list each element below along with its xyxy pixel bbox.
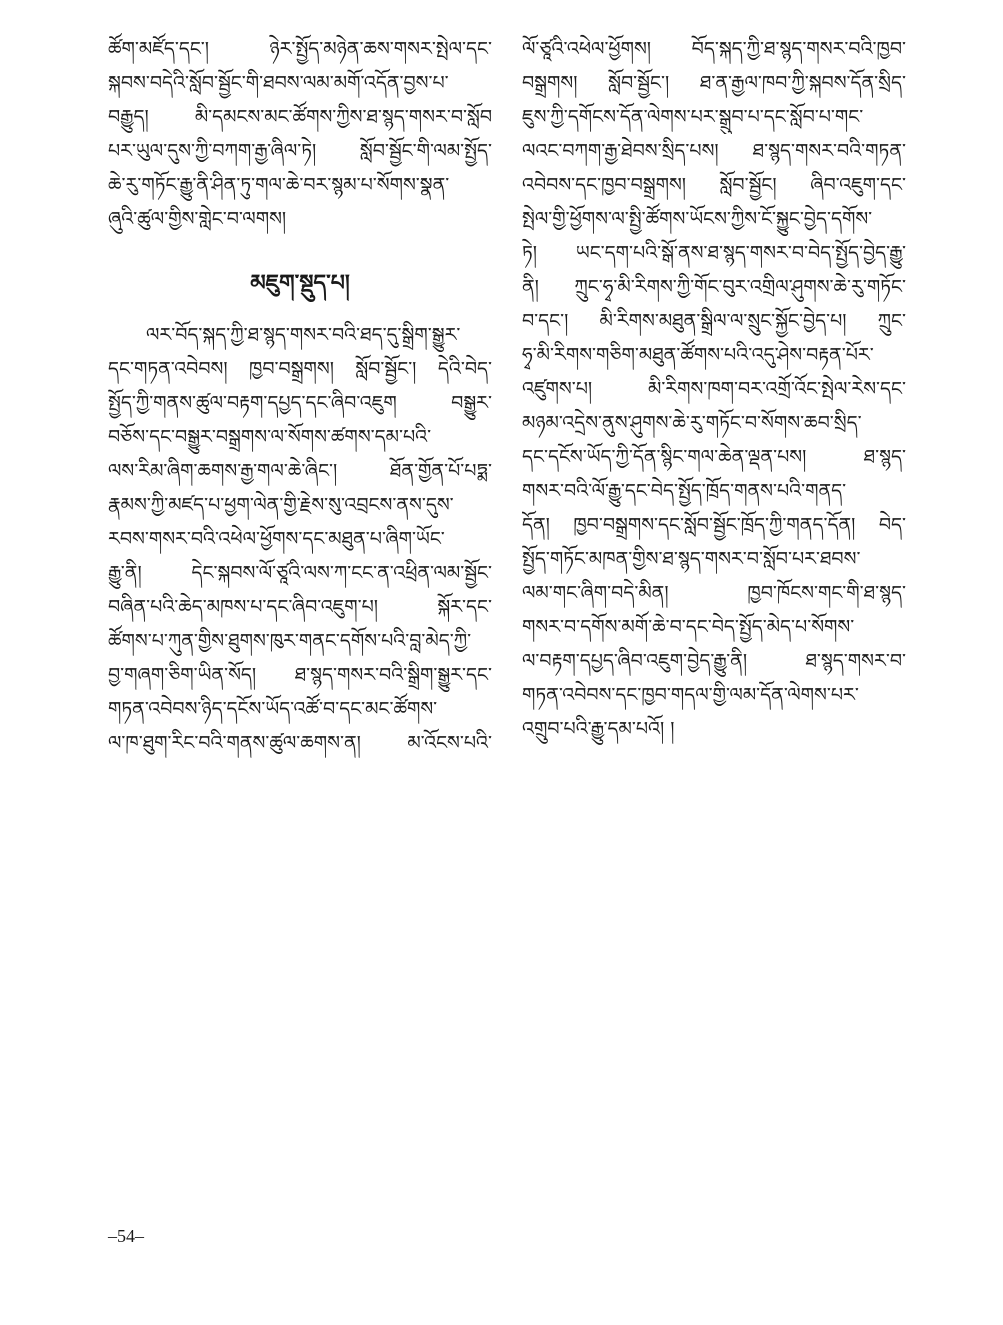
text-line: སྤེལ་གྱི་ཕྱོགས་ལ་སྤྱི་ཚོགས་ཡོངས་ཀྱིས་ངོ་སྐྱུང་བྱེད་དགོས་ — [522, 208, 873, 230]
text-line: ལའང་བཀག་རྒྱ་ཐེབས་སྲིད་པས། ཐ་སྙད་གསར་བའི་གཏན་ — [522, 140, 906, 162]
text-line: ཧྭ་མི་རིགས་གཅིག་མཐུན་ཚོགས་པའི་འདུ་ཤེས་བརྟན་པོར་ — [522, 344, 874, 366]
text-line: འཛུགས་པ། མི་རིགས་ཁག་བར་འགྲོ་འོང་སྤེལ་རེས་དང་ — [522, 378, 906, 400]
text-line: གཏན་འབེབས་ཉིད་དངོས་ཡོད་འཚོ་བ་དང་མང་ཚོགས་ — [108, 698, 438, 720]
text-line: གསར་བའི་ལོ་རྒྱུ་དང་བེད་སྤྱོད་ཁྲོད་གནས་པའི་གནད་ — [522, 480, 847, 502]
text-line: སྤྱོད་གཏོང་མཁན་གྱིས་ཐ་སྙད་གསར་བ་སློབ་པར་ཐབས་ — [522, 548, 861, 570]
text-line: ཇུས་ཀྱི་དགོངས་དོན་ལེགས་པར་སྒྲུབ་པ་དང་སློབ་པ་གང་ — [522, 106, 864, 128]
text-line: བཅོས་དང་བསྒྱུར་བསྒྲགས་ལ་སོགས་ཚགས་དམ་པའི་ — [108, 426, 432, 448]
text-line: མཉམ་འདྲེས་ནུས་ཤུགས་ཆེ་རུ་གཏོང་བ་སོགས་ཆབ་སྲིད་ — [522, 412, 862, 434]
text-line: རྣམས་ཀྱི་མཛད་པ་ཕྱག་ལེན་གྱི་རྗེས་སུ་འབྲངས་ནས་དུས་ — [108, 494, 454, 516]
text-line: བརྒྱུད། མི་དམངས་མང་ཚོགས་ཀྱིས་ཐ་སྙད་གསར་བ་སློབ — [108, 106, 492, 128]
text-line: བ་དང་། མི་རིགས་མཐུན་སྒྲིལ་ལ་སྲུང་སྐྱོང་བྱེད་པ། ཀྲུང་ — [522, 310, 906, 332]
text-line: སྤྱོད་ཀྱི་གནས་ཚུལ་བརྟག་དཔྱད་དང་ཞིབ་འཇུག བསྒྱུར་ — [108, 392, 492, 414]
text-line: རབས་གསར་བའི་འཕེལ་ཕྱོགས་དང་མཐུན་པ་ཞིག་ཡོང་ — [108, 528, 445, 550]
text-line: དང་གཏན་འབེབས། ཁྱབ་བསྒྲགས། སློབ་སྦྱོང་། དེའི་བེད་ — [108, 358, 492, 380]
text-line: དང་དངོས་ཡོད་ཀྱི་དོན་སྙིང་གལ་ཆེན་ལྡན་པས། ཐ་སྙད་ — [522, 446, 906, 468]
text-line: ལར་བོད་སྐད་ཀྱི་ཐ་སྙད་གསར་བའི་ཐད་དུ་སྒྲིག་སྒྱུར་ — [146, 324, 461, 346]
text-line: འགྲུབ་པའི་རྒྱུ་དམ་པའོ། ། — [522, 718, 675, 740]
left-column — [108, 32, 492, 760]
section-heading: མཇུག་སྡུད་པ། — [250, 270, 350, 296]
text-line: ལ་བརྟག་དཔྱད་ཞིབ་འཇུག་བྱེད་རྒྱུ་ནི། ཐ་སྙད་གསར་བ་ — [522, 650, 906, 672]
text-line: བསྒྲགས། སློབ་སྦྱོང་། ཐ་ན་རྒྱལ་ཁབ་ཀྱི་སྐབས་དོན་སྲིད་ — [522, 72, 906, 94]
text-line: གཏན་འབེབས་དང་ཁྱབ་གདལ་གྱི་ལམ་དོན་ལེགས་པར་ — [522, 684, 859, 706]
left-paragraph-2 — [108, 318, 492, 760]
text-line: འབེབས་དང་ཁྱབ་བསྒྲགས། སློབ་སྦྱོང། ཞིབ་འཇུག་དང་ — [522, 174, 906, 196]
text-line: ཞུའི་ཚུལ་གྱིས་གླེང་བ་ལགས། — [108, 208, 287, 230]
text-line: ལམ་གང་ཞིག་བདེ་མིན། ཁྱབ་ཁོངས་གང་གི་ཐ་སྙད་ — [522, 582, 906, 604]
text-line: རྒྱུ་ནི། དེང་སྐབས་ལོ་ཙཱའི་ལས་ཀ་ངང་ན་འཕྲིན་ལམ་སྦྱོང་ — [108, 562, 492, 584]
text-line: ནི། ཀྲུང་ཧྭ་མི་རིགས་ཀྱི་གོང་བུར་འགྲིལ་ཤུགས་ཆེ་རུ་གཏོང་ — [522, 276, 906, 298]
text-line: དོན། ཁྱབ་བསྒྲགས་དང་སློབ་སྦྱོང་ཁྲོད་ཀྱི་གནད་དོན། བེད་ — [522, 514, 906, 536]
text-line: ལོ་ཙཱའི་འཕེལ་ཕྱོགས། བོད་སྐད་ཀྱི་ཐ་སྙད་གསར་བའི་ཁྱབ་ — [522, 38, 906, 60]
text-line: བྱ་གཞག་ཅིག་ཡིན་སོད། ཐ་སྙད་གསར་བའི་སྒྲིག་སྒྱུར་དང་ — [108, 664, 492, 686]
left-paragraph-1 — [108, 32, 492, 236]
text-line: བཞིན་པའི་ཆེད་མཁས་པ་དང་ཞིབ་འཇུག་པ། སྐོར་དང་ — [108, 596, 492, 618]
text-line: ཆེ་རུ་གཏོང་རྒྱུ་ནི་ཤིན་ཏུ་གལ་ཆེ་བར་སྙམ་པ་སོགས་སྣན་ — [108, 174, 450, 196]
text-line: ཚོགས་པ་ཀུན་གྱིས་ཐུགས་ཁུར་གནང་དགོས་པའི་བླ་མེད་ཀྱི་ — [108, 630, 472, 652]
right-column — [522, 32, 906, 746]
text-line: སྐབས་བདེའི་སློབ་སྦྱོང་གི་ཐབས་ལམ་མགོ་འདོན་བྱས་པ་ — [108, 72, 449, 94]
page-number: –54– — [108, 1226, 144, 1246]
text-line: ལས་རིམ་ཞིག་ཆགས་རྒྱ་གལ་ཆེ་ཞིང་། ཐོན་གྱོན་པོ་པཏྨ་ — [108, 460, 492, 482]
text-line: པར་ཡུལ་དུས་ཀྱི་བཀག་རྒྱ་ཞིལ་ཏེ། སློབ་སྦྱོང་གི་ལམ་སྤྱོད་ — [108, 140, 492, 162]
text-line: ཚོག་མཛོད་དང་། ཉེར་སྤྱོད་མཉེན་ཆས་གསར་སྤེལ་དང་ — [108, 38, 492, 60]
text-line: ལ་ཁ་ཐུག་རིང་བའི་གནས་ཚུལ་ཆགས་ན། མ་འོངས་པའི་ — [108, 732, 492, 754]
text-line: གསར་བ་དགོས་མགོ་ཆེ་བ་དང་བེད་སྤྱོད་མེད་པ་སོགས་ — [522, 616, 855, 638]
text-line: ཏེ། ཡང་དག་པའི་སྒོ་ནས་ཐ་སྙད་གསར་བ་བེད་སྤྱོད་བྱེད་རྒྱུ་ — [522, 242, 906, 264]
